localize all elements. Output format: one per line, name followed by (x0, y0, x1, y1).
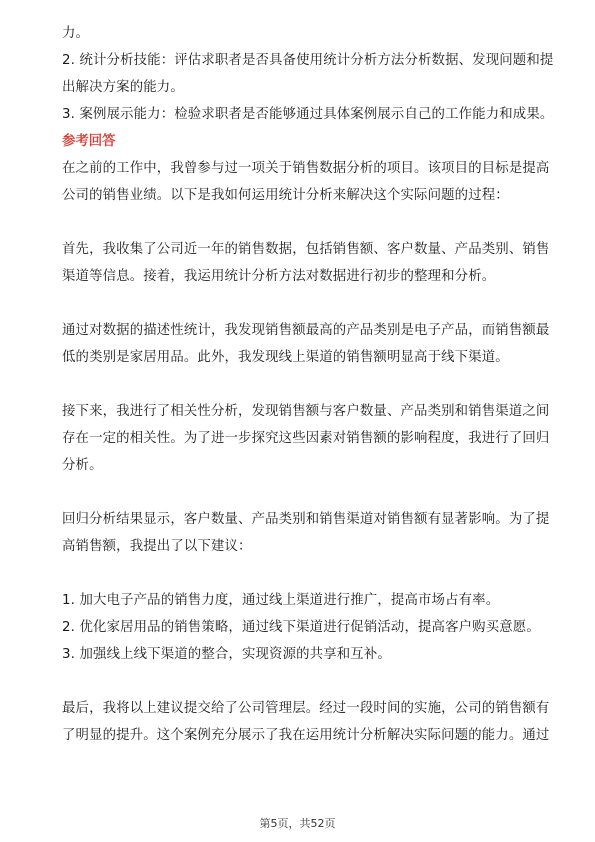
paragraph: 力。 (62, 26, 90, 41)
paragraph: 首先，我收集了公司近一年的销售数据，包括销售额、客户数量、产品类别、销售渠道等信息。接着，我运用统计分析方法对数据进行初步的整理和分析。 (62, 242, 550, 284)
paragraph: 最后，我将以上建议提交给了公司管理层。经过一段时间的实施，公司的销售额有了明显的提升。这个案例充分展示了我在运用统计分析解决实际问题的能力。通过 (62, 701, 550, 743)
paragraph: 2. 统计分析技能：评估求职者是否具备使用统计分析方法分析数据、发现问题和提出解决方案的能力。 (62, 53, 554, 95)
paragraph-spacer (62, 371, 558, 398)
paragraph: 2. 优化家居用品的销售策略，通过线下渠道进行促销活动，提高客户购买意愿。 (62, 620, 540, 635)
paragraph-spacer (62, 668, 558, 695)
paragraph: 3. 案例展示能力：检验求职者是否能够通过具体案例展示自己的工作能力和成果。 (62, 107, 554, 122)
paragraph: 3. 加强线上线下渠道的整合，实现资源的共享和互补。 (62, 647, 391, 662)
paragraph: 在之前的工作中，我曾参与过一项关于销售数据分析的项目。该项目的目标是提高公司的销售业绩。以下是我如何运用统计分析来解决这个实际问题的过程： (62, 161, 550, 203)
paragraph: 1. 加大电子产品的销售力度，通过线上渠道进行推广，提高市场占有率。 (62, 593, 500, 608)
paragraph-spacer (62, 479, 558, 506)
paragraph: 通过对数据的描述性统计，我发现销售额最高的产品类别是电子产品，而销售额最低的类别是家居用品。此外，我发现线上渠道的销售额明显高于线下渠道。 (62, 323, 550, 365)
paragraph-spacer (62, 290, 558, 317)
paragraph-spacer (62, 560, 558, 587)
document-body (62, 20, 558, 749)
section-heading: 参考回答 (62, 134, 116, 149)
page-footer: 第5页，共52页 (259, 817, 336, 830)
paragraph-spacer (62, 209, 558, 236)
paragraph: 回归分析结果显示，客户数量、产品类别和销售渠道对销售额有显著影响。为了提高销售额，我提出了以下建议： (62, 512, 550, 554)
paragraph: 接下来，我进行了相关性分析，发现销售额与客户数量、产品类别和销售渠道之间存在一定的相关性。为了进一步探究这些因素对销售额的影响程度，我进行了回归分析。 (62, 404, 550, 473)
